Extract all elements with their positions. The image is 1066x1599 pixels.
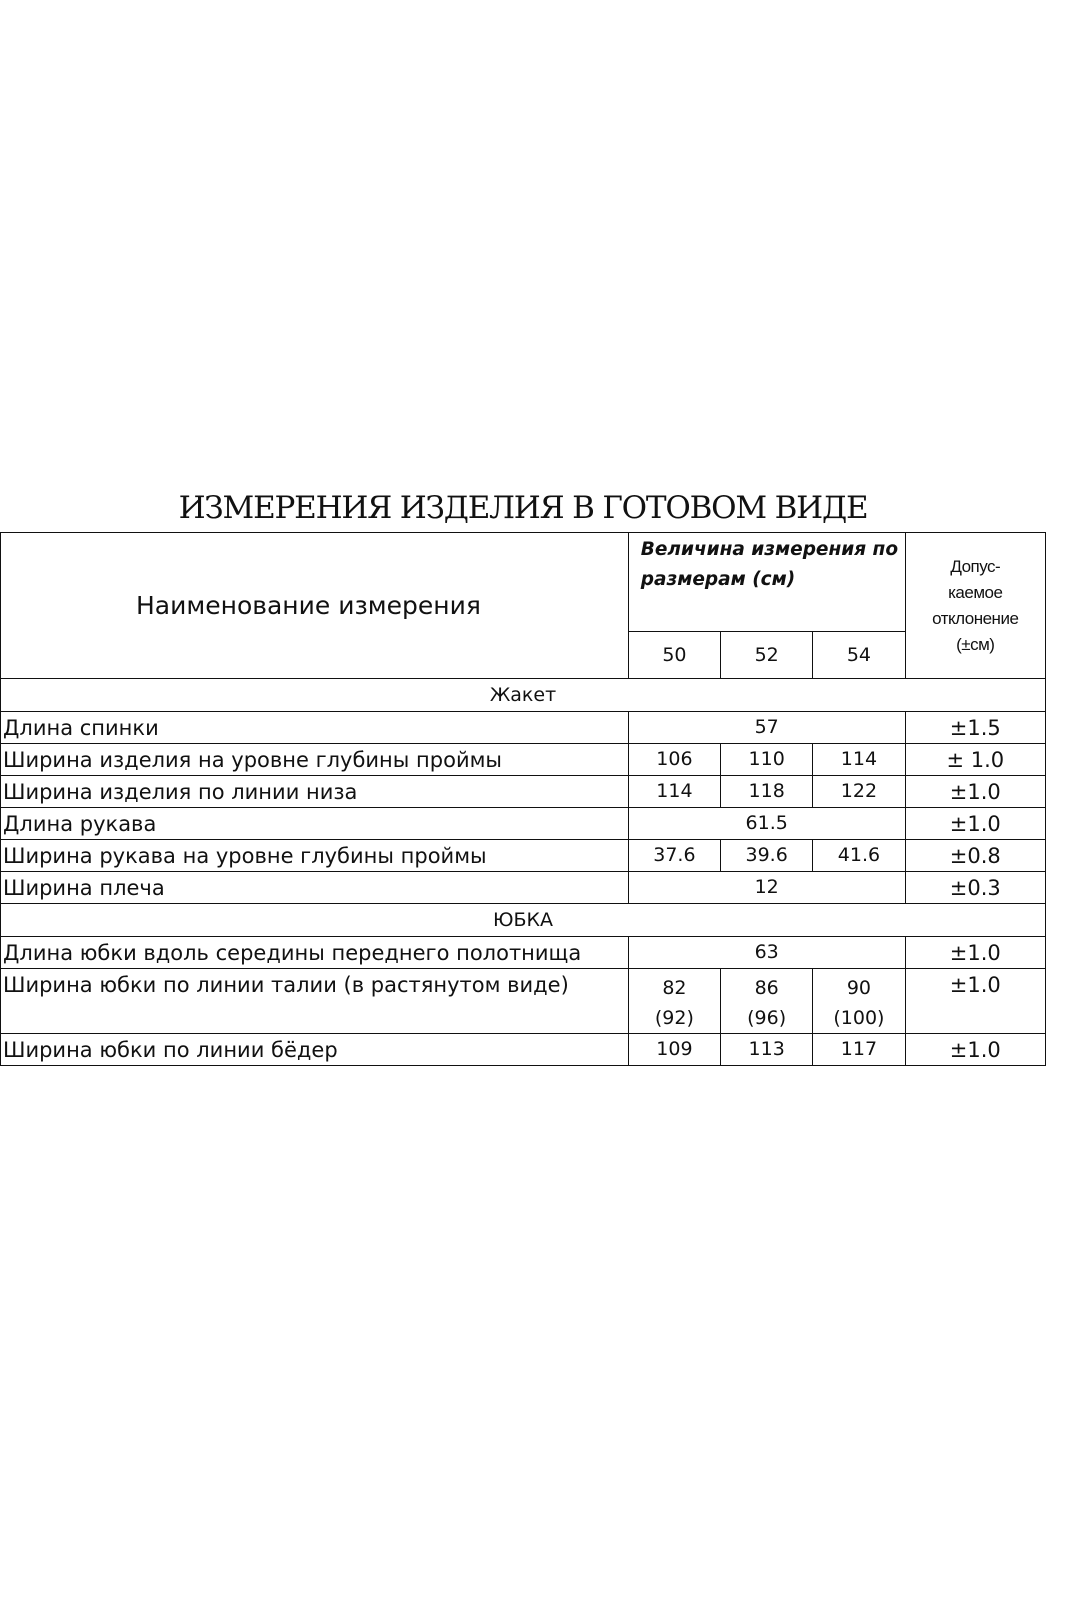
measurement-name: Ширина рукава на уровне глубины проймы [1, 840, 629, 872]
table-row [1, 840, 1046, 872]
measurement-value: 57 [628, 712, 905, 744]
size-header-52: 52 [721, 632, 813, 679]
value-primary: 90 [846, 977, 872, 999]
measurement-value: 117 [813, 1034, 905, 1066]
table-row [1, 969, 1046, 1034]
section-label: ЮБКА [1, 904, 1046, 937]
size-group-header: Величина измерения по размерам (см) [628, 533, 905, 632]
measurement-value: 113 [721, 1034, 813, 1066]
value-stretched: (96) [747, 1007, 787, 1029]
measurement-name: Длина рукава [1, 808, 629, 840]
measurement-name: Ширина плеча [1, 872, 629, 904]
tolerance-value: ±1.0 [905, 937, 1045, 969]
table-row [1, 776, 1046, 808]
tolerance-value: ±0.8 [905, 840, 1045, 872]
tolerance-value: ±1.0 [905, 1034, 1045, 1066]
measurement-value: 41.6 [813, 840, 905, 872]
tolerance-value: ±1.0 [905, 969, 1045, 1034]
measurement-value: 122 [813, 776, 905, 808]
measurement-name: Ширина юбки по линии талии (в растянутом виде) [1, 969, 629, 1034]
tolerance-header-line: Допус- [950, 556, 1001, 576]
tolerance-value: ±0.3 [905, 872, 1045, 904]
page-title: ИЗМЕРЕНИЯ ИЗДЕЛИЯ В ГОТОВОМ ВИДЕ [178, 490, 868, 526]
measurement-value: 106 [628, 744, 720, 776]
measurement-name: Длина юбки вдоль середины переднего полотнища [1, 937, 629, 969]
size-header-54: 54 [813, 632, 905, 679]
tolerance-column-header [905, 533, 1045, 679]
measurement-value: 63 [628, 937, 905, 969]
table-row [1, 1034, 1046, 1066]
table-row [1, 937, 1046, 969]
table-row [1, 744, 1046, 776]
measurement-value [628, 969, 720, 1034]
tolerance-value: ± 1.0 [905, 744, 1045, 776]
measurement-value: 39.6 [721, 840, 813, 872]
measurement-value: 114 [813, 744, 905, 776]
measurement-value: 61.5 [628, 808, 905, 840]
measurement-value [813, 969, 905, 1034]
measurement-value: 114 [628, 776, 720, 808]
table-header-row [1, 533, 1046, 632]
tolerance-value: ±1.0 [905, 808, 1045, 840]
measurement-name: Ширина изделия на уровне глубины проймы [1, 744, 629, 776]
measurements-table [0, 532, 1046, 1066]
value-stretched: (92) [654, 1007, 694, 1029]
measurement-value [721, 969, 813, 1034]
measurement-value: 37.6 [628, 840, 720, 872]
measurement-name: Ширина юбки по линии бёдер [1, 1034, 629, 1066]
tolerance-value: ±1.0 [905, 776, 1045, 808]
table-row [1, 808, 1046, 840]
measurement-value: 12 [628, 872, 905, 904]
measurement-value: 118 [721, 776, 813, 808]
measurement-value: 110 [721, 744, 813, 776]
name-column-header: Наименование измерения [1, 533, 629, 679]
tolerance-header-line: (±см) [956, 634, 995, 654]
value-stretched: (100) [833, 1007, 885, 1029]
table-row [1, 712, 1046, 744]
value-primary: 82 [662, 977, 687, 999]
size-header-50: 50 [628, 632, 720, 679]
value-primary: 86 [754, 977, 779, 999]
measurement-value: 109 [628, 1034, 720, 1066]
measurement-name: Длина спинки [1, 712, 629, 744]
section-label: Жакет [1, 679, 1046, 712]
table-row [1, 872, 1046, 904]
tolerance-header-line: отклонение [932, 608, 1019, 628]
measurement-name: Ширина изделия по линии низа [1, 776, 629, 808]
section-row-skirt [1, 904, 1046, 937]
section-row-jacket [1, 679, 1046, 712]
tolerance-header-line: каемое [948, 582, 1003, 602]
tolerance-value: ±1.5 [905, 712, 1045, 744]
